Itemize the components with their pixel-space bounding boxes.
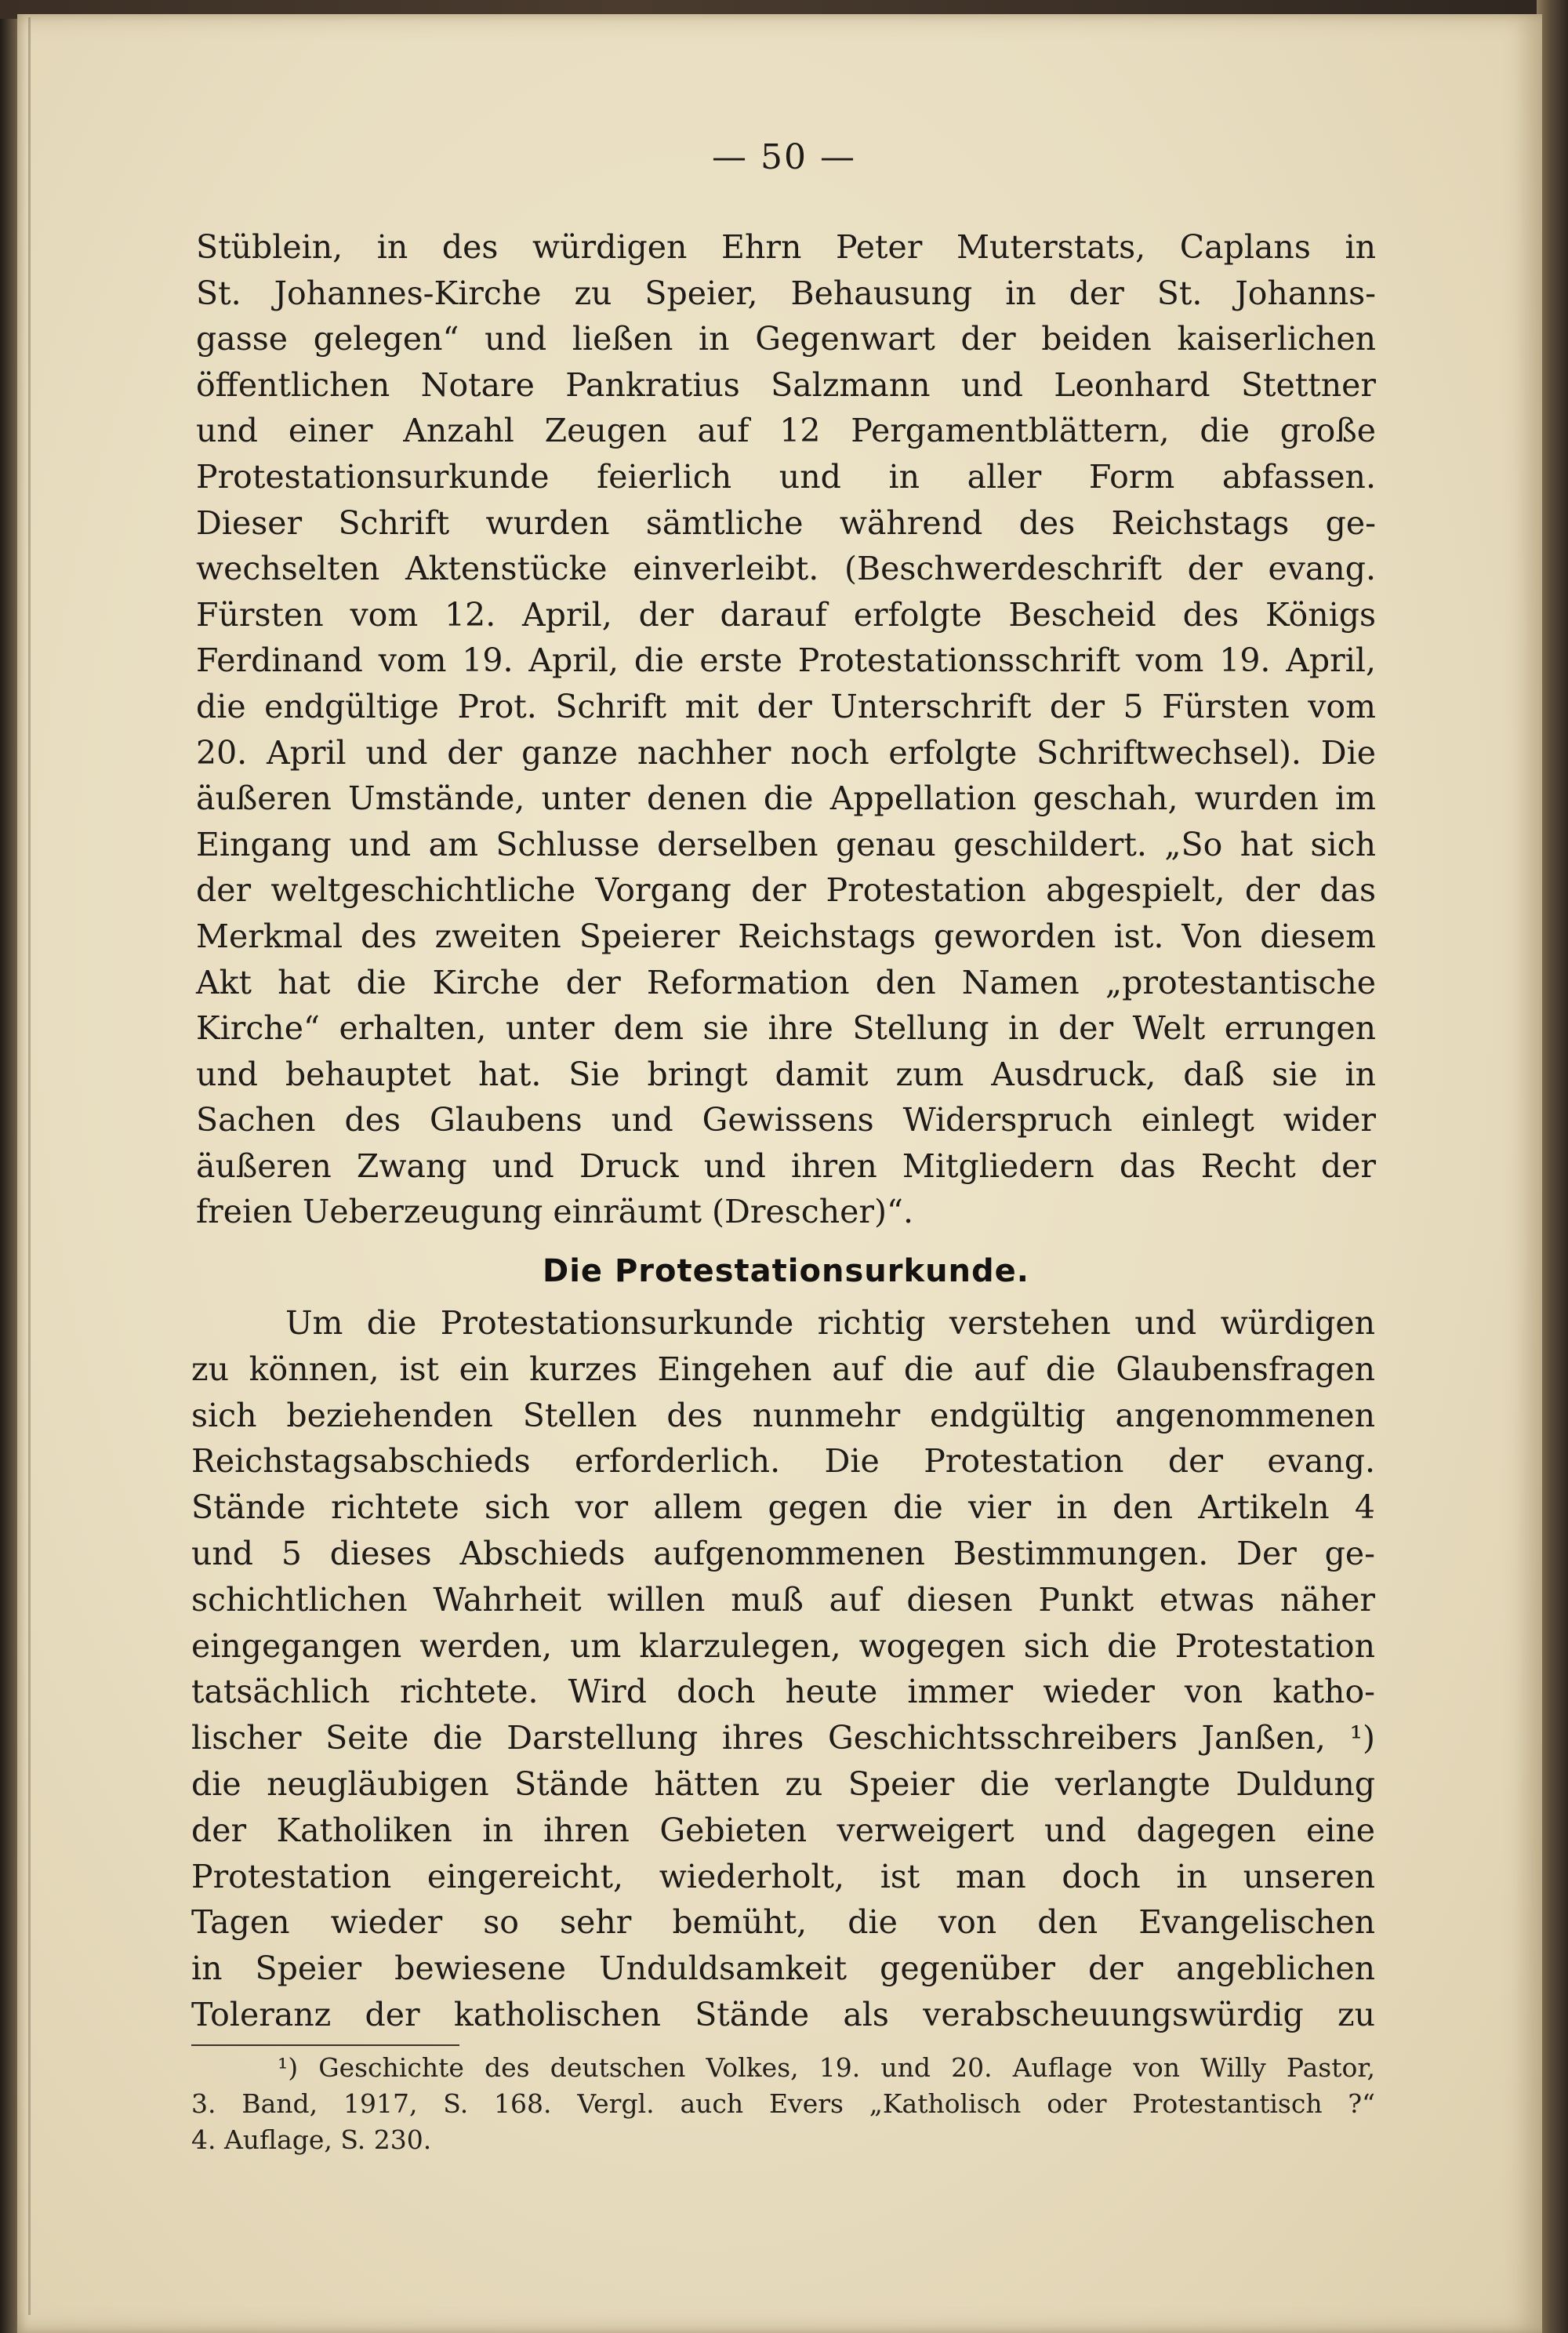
text-line: Toleranz der katholischen Stände als verabscheuungswürdig zu <box>191 1995 1375 2033</box>
text-line: Fürsten vom 12. April, der darauf erfolgte Bescheid des Königs <box>196 595 1376 634</box>
text-line: Ferdinand vom 19. April, die erste Protestationsschrift vom 19. April, <box>196 641 1376 680</box>
text-line: Merkmal des zweiten Speierer Reichstags geworden ist. Von diesem <box>196 917 1376 955</box>
footnotes <box>191 2050 1375 2158</box>
text-line: Um die Protestationsurkunde richtig verstehen und würdigen <box>285 1304 1375 1342</box>
paragraph-continued <box>196 224 1376 1235</box>
text-line: Kirche“ erhalten, unter dem sie ihre Stellung in der Welt errungen <box>196 1009 1376 1048</box>
text-line: und 5 dieses Abschieds aufgenommenen Bestimmungen. Der ge- <box>191 1534 1375 1572</box>
page-number: — 50 — <box>712 137 856 177</box>
text-line: sich beziehenden Stellen des nunmehr endgültig angenommenen <box>191 1396 1375 1434</box>
text-line: lischer Seite die Darstellung ihres Geschichtsschreibers Janßen, ¹) <box>191 1719 1375 1757</box>
text-line: St. Johannes-Kirche zu Speier, Behausung in der St. Johanns- <box>196 274 1376 312</box>
text-line: schichtlichen Wahrheit willen muß auf diesen Punkt etwas näher <box>191 1580 1375 1619</box>
text-line: eingegangen werden, um klarzulegen, wogegen sich die Protestation <box>191 1626 1375 1665</box>
footnote-line: 3. Band, 1917, S. 168. Vergl. auch Evers „Katholisch oder Protestantisch ?“ <box>191 2088 1375 2119</box>
text-line: der Katholiken in ihren Gebieten verweigert und dagegen eine <box>191 1811 1375 1849</box>
text-line: 20. April und der ganze nachher noch erfolgte Schriftwechsel). Die <box>196 733 1376 772</box>
text-line: öffentlichen Notare Pankratius Salzmann und Leonhard Stettner <box>196 365 1376 404</box>
text-line: tatsächlich richtete. Wird doch heute immer wieder von katho- <box>191 1673 1375 1711</box>
text-line: und einer Anzahl Zeugen auf 12 Pergamentblättern, die große <box>196 412 1376 450</box>
text-line: gasse gelegen“ und ließen in Gegenwart der beiden kaiserlichen <box>196 320 1376 358</box>
text-line: Protestation eingereicht, wiederholt, ist man doch in unseren <box>191 1857 1375 1895</box>
text-line: die neugläubigen Stände hätten zu Speier die verlangte Duldung <box>191 1764 1375 1803</box>
footnote-line: ¹) Geschichte des deutschen Volkes, 19. und 20. Auflage von Willy Pastor, <box>278 2052 1375 2083</box>
section-heading: Die Protestationsurkunde. <box>543 1253 1029 1289</box>
text-line: Dieser Schrift wurden sämtliche während des Reichstags ge- <box>196 503 1376 542</box>
text-line: Akt hat die Kirche der Reformation den Namen „protestantische <box>196 963 1376 1001</box>
text-line: Stände richtete sich vor allem gegen die vier in den Artikeln 4 <box>191 1488 1375 1527</box>
text-line: Sachen des Glaubens und Gewissens Widerspruch einlegt wider <box>196 1101 1376 1139</box>
text-line: Stüblein, in des würdigen Ehrn Peter Muterstats, Caplans in <box>196 228 1376 266</box>
text-line: zu können, ist ein kurzes Eingehen auf die auf die Glaubensfragen <box>191 1350 1375 1388</box>
text-line: der weltgeschichtliche Vorgang der Protestation abgespielt, der das <box>196 871 1376 910</box>
text-line: und behauptet hat. Sie bringt damit zum Ausdruck, daß sie in <box>196 1055 1376 1093</box>
text-line: äußeren Zwang und Druck und ihren Mitgliedern das Recht der <box>196 1147 1376 1185</box>
text-line: Eingang und am Schlusse derselben genau geschildert. „So hat sich <box>196 825 1376 863</box>
text-line: die endgültige Prot. Schrift mit der Unterschrift der 5 Fürsten vom <box>196 687 1376 725</box>
text-line: freien Ueberzeugung einräumt (Drescher)“. <box>196 1193 913 1231</box>
text-line: in Speier bewiesene Unduldsamkeit gegenüber der angeblichen <box>191 1950 1375 1988</box>
footnote-line: 4. Auflage, S. 230. <box>191 2124 432 2155</box>
text-line: Tagen wieder so sehr bemüht, die von den Evangelischen <box>191 1903 1375 1942</box>
text-line: Protestationsurkunde feierlich und in aller Form abfassen. <box>196 457 1376 496</box>
text-line: Reichstagsabschieds erforderlich. Die Protestation der evang. <box>191 1442 1375 1481</box>
footnote-divider <box>191 2044 459 2046</box>
text-line: äußeren Umstände, unter denen die Appellation geschah, wurden im <box>196 779 1376 818</box>
paragraph-protestationsurkunde <box>191 1300 1375 2038</box>
text-line: wechselten Aktenstücke einverleibt. (Beschwerdeschrift der evang. <box>196 550 1376 588</box>
